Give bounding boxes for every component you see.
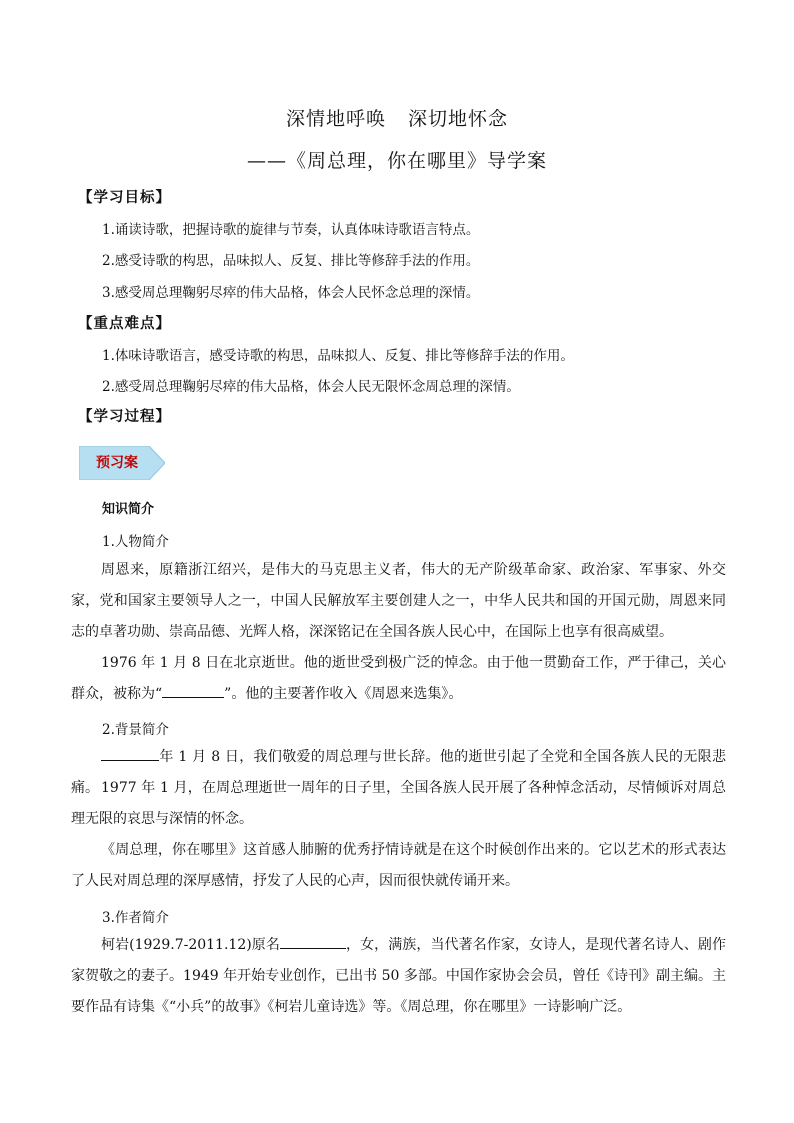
goal-item-3: 3.感受周总理鞠躬尽瘁的伟大品格，体会人民怀念总理的深情。 — [102, 285, 480, 301]
author-title: 3.作者简介 — [102, 910, 169, 926]
author-p1-after: ，女，满族，当代著名作家，女诗人，是现代著名诗人、剧作家贺敬之的妻子。1949 年开始专业创作，已出书 50 多部。中国作家协会会员，曾任《诗刊》副主编。主要作品有诗集《“小兵”的故事》《柯岩儿童诗选》等。《周总理，你在哪里》一诗影响广泛。 — [71, 937, 726, 1015]
goals-heading: 【学习目标】 — [78, 189, 171, 206]
process-heading: 【学习过程】 — [78, 408, 171, 425]
title-line-2: ——《周总理，你在哪里》导学案 — [246, 150, 547, 172]
knowledge-heading: 知识简介 — [102, 502, 155, 517]
key-points-heading: 【重点难点】 — [78, 315, 171, 332]
person-p2-before: 1976 年 1 月 8 日在北京逝世。他的逝世受到极广泛的悼念。由于他一贯勤奋工作，严于律己，关心群众，被称为“ — [71, 655, 726, 702]
blank-line-2 — [101, 759, 159, 761]
blank-line-3 — [280, 947, 346, 949]
background-paragraph-3: 《周总理，你在哪里》这首感人肺腑的优秀抒情诗就是在这个时候创作出来的。它以艺术的形式表达了人民对周总理的深厚感情，抒发了人民的心声，因而很快就传诵开来。 — [71, 842, 726, 889]
person-p2-after: ”。他的主要著作收入《周恩来选集》。 — [224, 686, 463, 702]
blank-line-1 — [162, 696, 224, 698]
author-paragraph — [71, 930, 726, 1023]
title-part-1: 深情地呼唤 — [285, 108, 386, 130]
person-title: 1.人物简介 — [102, 534, 169, 550]
key-point-item-2: 2.感受周总理鞠躬尽瘁的伟大品格，体会人民无限怀念周总理的深情。 — [102, 379, 520, 395]
preview-badge — [79, 446, 165, 480]
background-paragraph-2: 1977 年 1 月，在周总理逝世一周年的日子里，全国各族人民开展了各种悼念活动，尽情倾诉对周总理无限的哀思与深情的怀念。 — [71, 780, 726, 827]
title-line-1 — [0, 104, 794, 131]
person-paragraph-2 — [71, 648, 726, 710]
background-title: 2.背景简介 — [102, 722, 169, 738]
author-p1-before: 柯岩(1929.7-2011.12)原名 — [101, 937, 280, 953]
goal-item-1: 1.诵读诗歌，把握诗歌的旋律与节奏，认真体味诗歌语言特点。 — [102, 222, 480, 238]
badge-label: 预习案 — [96, 455, 138, 471]
key-point-item-1: 1.体味诗歌语言，感受诗歌的构思，品味拟人、反复、排比等修辞手法的作用。 — [102, 348, 574, 364]
goal-item-2: 2.感受诗歌的构思，品味拟人、反复、排比等修辞手法的作用。 — [102, 253, 480, 269]
person-paragraph-1: 周恩来，原籍浙江绍兴，是伟大的马克思主义者，伟大的无产阶级革命家、政治家、军事家、外交家，党和国家主要领导人之一，中国人民解放军主要创建人之一，中华人民共和国的开国元勋，周恩来同志的卓著功勋、崇高品德、光辉人格，深深铭记在全国各族人民心中，在国际上也享有很高威望。 — [71, 562, 726, 640]
background-p1-text: 年 1 月 8 日，我们敬爱的周总理与世长辞。他的逝世引起了全党和全国各族人民的无限悲痛。 — [71, 749, 726, 796]
title-part-2: 深切地怀念 — [408, 108, 509, 130]
